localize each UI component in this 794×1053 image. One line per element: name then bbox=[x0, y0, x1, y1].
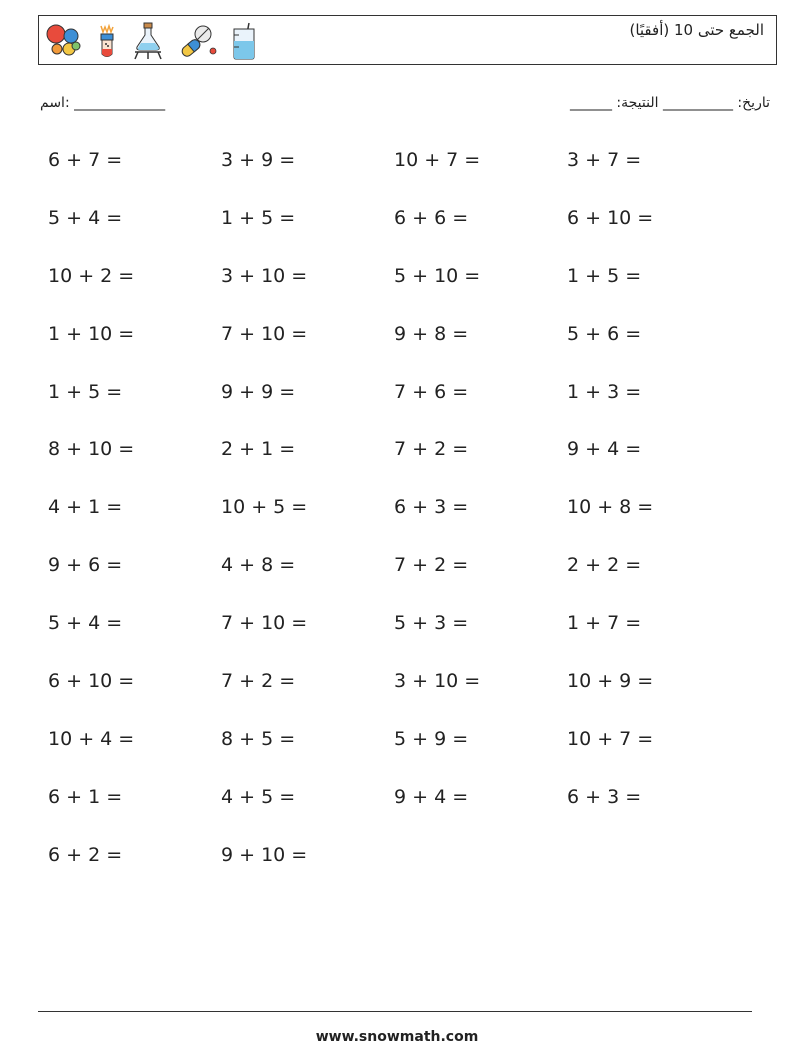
date-score-line: ______ :تاريخ: __________ النتيجة bbox=[569, 95, 770, 111]
problem: 2 + 2 = bbox=[567, 554, 642, 577]
problem: 9 + 4 = bbox=[394, 785, 469, 808]
problem: 7 + 2 = bbox=[394, 438, 469, 461]
problem: 7 + 6 = bbox=[394, 380, 469, 403]
problem: 5 + 9 = bbox=[394, 727, 469, 750]
problem: 6 + 2 = bbox=[48, 843, 123, 866]
beaker-icon bbox=[229, 21, 259, 61]
test-tube-icon bbox=[95, 22, 119, 60]
problem: 5 + 10 = bbox=[394, 264, 481, 287]
problem: 7 + 10 = bbox=[221, 612, 308, 635]
problem: 1 + 5 = bbox=[48, 380, 123, 403]
problem: 9 + 9 = bbox=[221, 380, 296, 403]
name-field-line: اسم: _____________ bbox=[40, 95, 166, 111]
problem: 1 + 7 = bbox=[567, 612, 642, 635]
problem: 5 + 3 = bbox=[394, 612, 469, 635]
problem: 5 + 6 = bbox=[567, 322, 642, 345]
problem: 7 + 2 = bbox=[221, 670, 296, 693]
problem: 3 + 7 = bbox=[567, 149, 642, 171]
problem: 3 + 10 = bbox=[394, 670, 481, 693]
problem: 9 + 10 = bbox=[221, 843, 308, 866]
page-title: الجمع حتى 10 (أفقيًا) bbox=[629, 21, 764, 39]
icon-strip bbox=[45, 20, 259, 62]
problem: 10 + 5 = bbox=[221, 496, 308, 519]
problem: 6 + 3 = bbox=[567, 785, 642, 808]
problem: 9 + 6 = bbox=[48, 554, 123, 577]
molecule-icon bbox=[45, 22, 83, 60]
problem: 3 + 9 = bbox=[221, 149, 296, 171]
problem: 1 + 5 = bbox=[221, 206, 296, 229]
problem: 10 + 2 = bbox=[48, 264, 135, 287]
problem: 6 + 7 = bbox=[48, 149, 123, 171]
problem: 7 + 10 = bbox=[221, 322, 308, 345]
header-box bbox=[38, 15, 777, 65]
problem: 8 + 5 = bbox=[221, 727, 296, 750]
flask-stand-icon bbox=[131, 21, 165, 61]
footer-divider bbox=[38, 1011, 752, 1012]
problem: 10 + 7 = bbox=[394, 149, 481, 171]
problem: 10 + 4 = bbox=[48, 727, 135, 750]
problem: 4 + 8 = bbox=[221, 554, 296, 577]
problem: 6 + 10 = bbox=[567, 206, 654, 229]
problem: 9 + 8 = bbox=[394, 322, 469, 345]
problem: 9 + 4 = bbox=[567, 438, 642, 461]
problem: 6 + 10 = bbox=[48, 670, 135, 693]
problem: 6 + 3 = bbox=[394, 496, 469, 519]
footer-url[interactable]: www.snowmath.com bbox=[315, 1029, 479, 1045]
problem: 7 + 2 = bbox=[394, 554, 469, 577]
problem: 4 + 1 = bbox=[48, 496, 123, 519]
problem: 10 + 8 = bbox=[567, 496, 654, 519]
problem: 1 + 5 = bbox=[567, 264, 642, 287]
problem: 4 + 5 = bbox=[221, 785, 296, 808]
problem: 6 + 1 = bbox=[48, 785, 123, 808]
problem: 1 + 3 = bbox=[567, 380, 642, 403]
problem: 1 + 10 = bbox=[48, 322, 135, 345]
pills-icon bbox=[177, 22, 217, 60]
problem: 8 + 10 = bbox=[48, 438, 135, 461]
problem: 10 + 7 = bbox=[567, 727, 654, 750]
problem: 5 + 4 = bbox=[48, 612, 123, 635]
problem: 6 + 6 = bbox=[394, 206, 469, 229]
problem: 2 + 1 = bbox=[221, 438, 296, 461]
problem-grid bbox=[48, 148, 740, 901]
problem: 5 + 4 = bbox=[48, 206, 123, 229]
problem: 10 + 9 = bbox=[567, 670, 654, 693]
problem: 3 + 10 = bbox=[221, 264, 308, 287]
